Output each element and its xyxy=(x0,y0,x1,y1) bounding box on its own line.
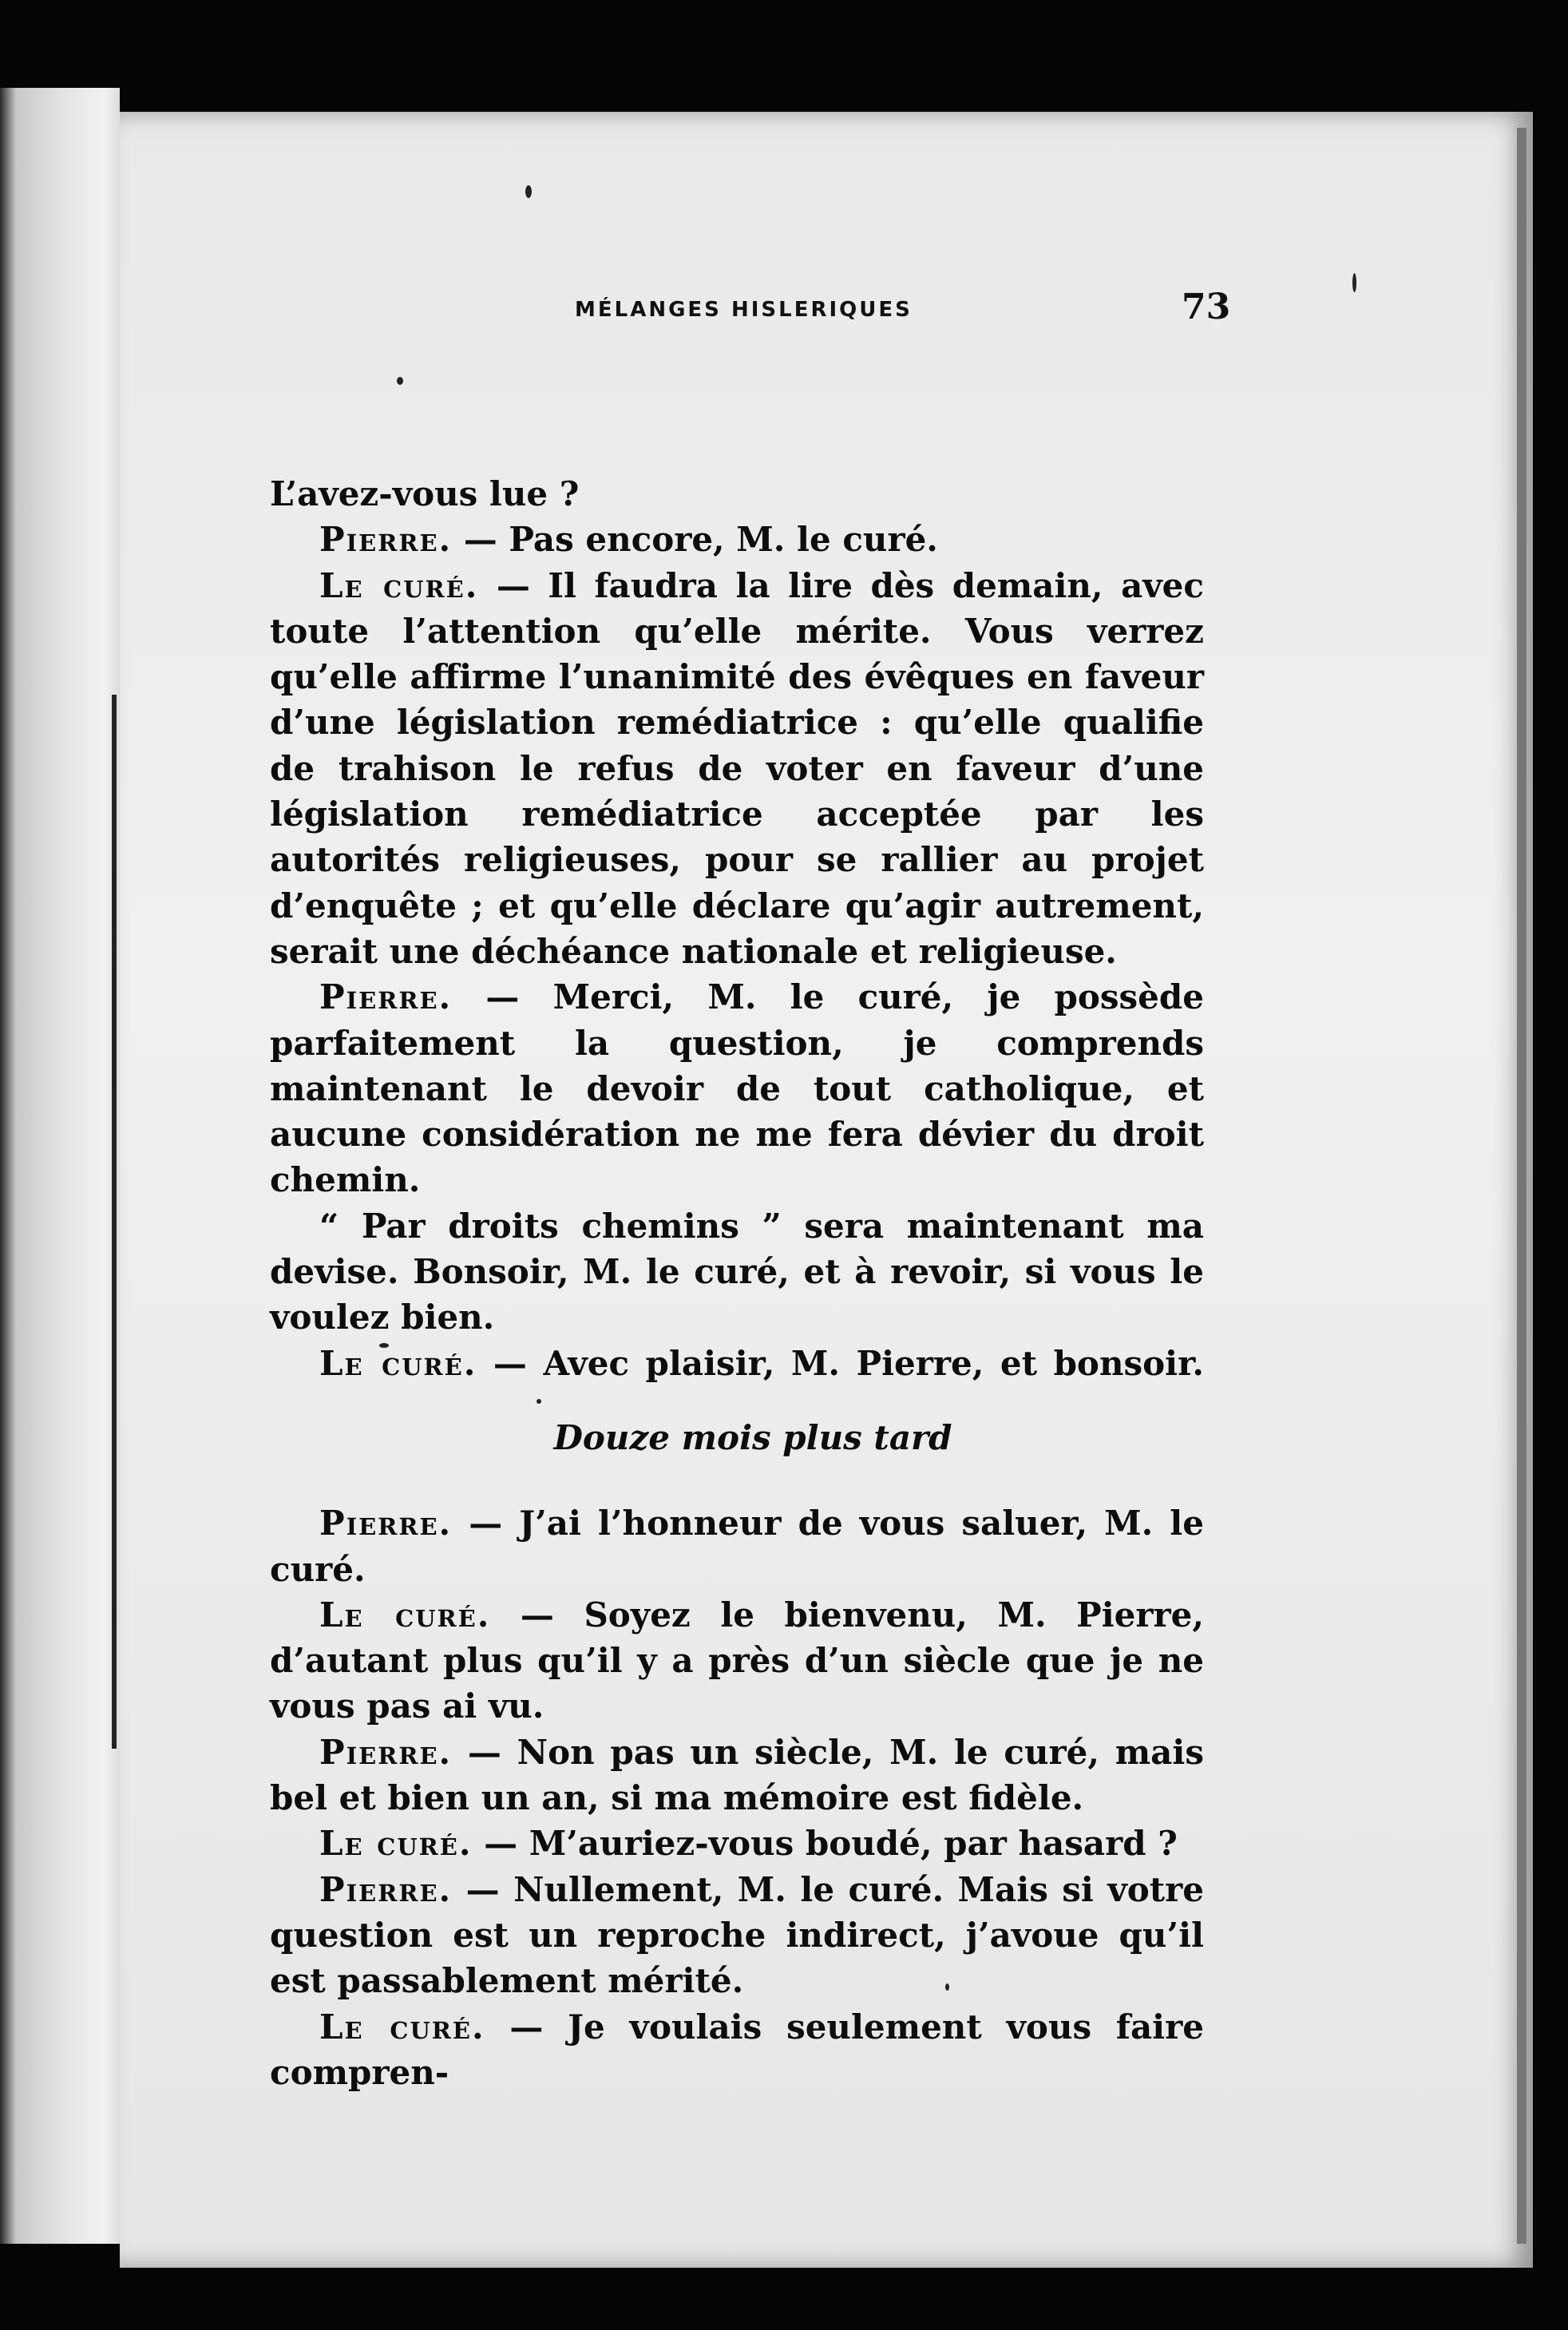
speaker-name: Pierre. xyxy=(319,1504,453,1543)
dialogue-text: — Il faudra la lire dès demain, avec toute l’attention qu’elle mérite. Vous verrez qu’elle affirme l’unanimité des évêques en faveur d’une législation remédiatrice : qu’elle qualifie de trahison le refus de voter en faveur d’une législation remédiatrice acceptée par les autorités religieuses, pour se rallier au projet d’enquête ; et qu’elle déclare qu’agir autrement, serait une déchéance nationale et religieuse. xyxy=(270,565,1204,971)
dialogue-text: — Soyez le bienvenu, M. Pierre, d’autant plus qu’il y a près d’un siècle que je ne vous pas ai vu. xyxy=(270,1595,1204,1726)
page-number: 73 xyxy=(1182,287,1231,327)
dialogue-text: — Nullement, M. le curé. Mais si votre question est un reproche indirect, j’avoue qu’il est passablement mérité. xyxy=(270,1869,1204,2001)
facing-page-strip xyxy=(0,88,120,2244)
speaker-name: Pierre. xyxy=(319,1869,453,1909)
page-text xyxy=(270,471,1204,2095)
dialogue-paragraph xyxy=(270,1867,1204,2004)
dialogue-paragraph xyxy=(270,563,1204,975)
gutter-shadow xyxy=(112,695,117,1749)
speaker-name: Le curé. xyxy=(319,1343,477,1383)
dialogue-paragraph xyxy=(270,974,1204,1203)
dialogue-text: — Non pas un siècle, M. le curé, mais bel et bien un an, si ma mémoire est fidèle. xyxy=(270,1732,1204,1818)
dialogue-paragraph xyxy=(270,1730,1204,1821)
speaker-name: Le curé. xyxy=(319,565,479,605)
section-heading: Douze mois plus tard xyxy=(553,1417,952,1457)
devise-paragraph: “ Par droits chemins ” sera maintenant ma devise. Bonsoir, M. le curé, et à revoir, si vous le voulez bien. xyxy=(270,1206,1204,1337)
speaker-name: Le curé. xyxy=(319,2007,485,2047)
dialogue-paragraph xyxy=(270,1341,1204,1386)
speaker-name: Le curé. xyxy=(319,1824,473,1864)
speaker-name: Pierre. xyxy=(319,977,453,1017)
dialogue-paragraph xyxy=(270,2004,1204,2096)
speaker-name: Pierre. xyxy=(319,520,453,560)
page-edge-shadow xyxy=(1517,128,1526,2244)
running-head xyxy=(240,287,1231,338)
dialogue-text: — Je voulais seulement vous faire compren- xyxy=(270,2007,1204,2092)
speaker-name: Le curé. xyxy=(319,1595,491,1635)
running-title: MÉLANGES HISLERIQUES xyxy=(575,298,913,322)
speaker-name: Pierre. xyxy=(319,1732,453,1772)
dialogue-paragraph xyxy=(270,517,1204,562)
dialogue-text: — Pas encore, M. le curé. xyxy=(452,520,938,560)
dialogue-text: — Avec plaisir, M. Pierre, et bonsoir. xyxy=(477,1343,1204,1383)
dialogue-paragraph xyxy=(270,1592,1204,1730)
dialogue-text: — M’auriez-vous boudé, par hasard ? xyxy=(472,1824,1178,1864)
continuation-line: L’avez-vous lue ? xyxy=(270,474,580,513)
dialogue-paragraph xyxy=(270,1821,1204,1866)
dialogue-text: — Merci, M. le curé, je possède parfaitement la question, je comprends maintenant le devoir de tout catholique, et aucune considération ne me fera dévier du droit chemin. xyxy=(270,977,1204,1200)
dialogue-text: — J’ai l’honneur de vous saluer, M. le curé. xyxy=(270,1504,1204,1589)
dialogue-paragraph xyxy=(270,1500,1204,1592)
